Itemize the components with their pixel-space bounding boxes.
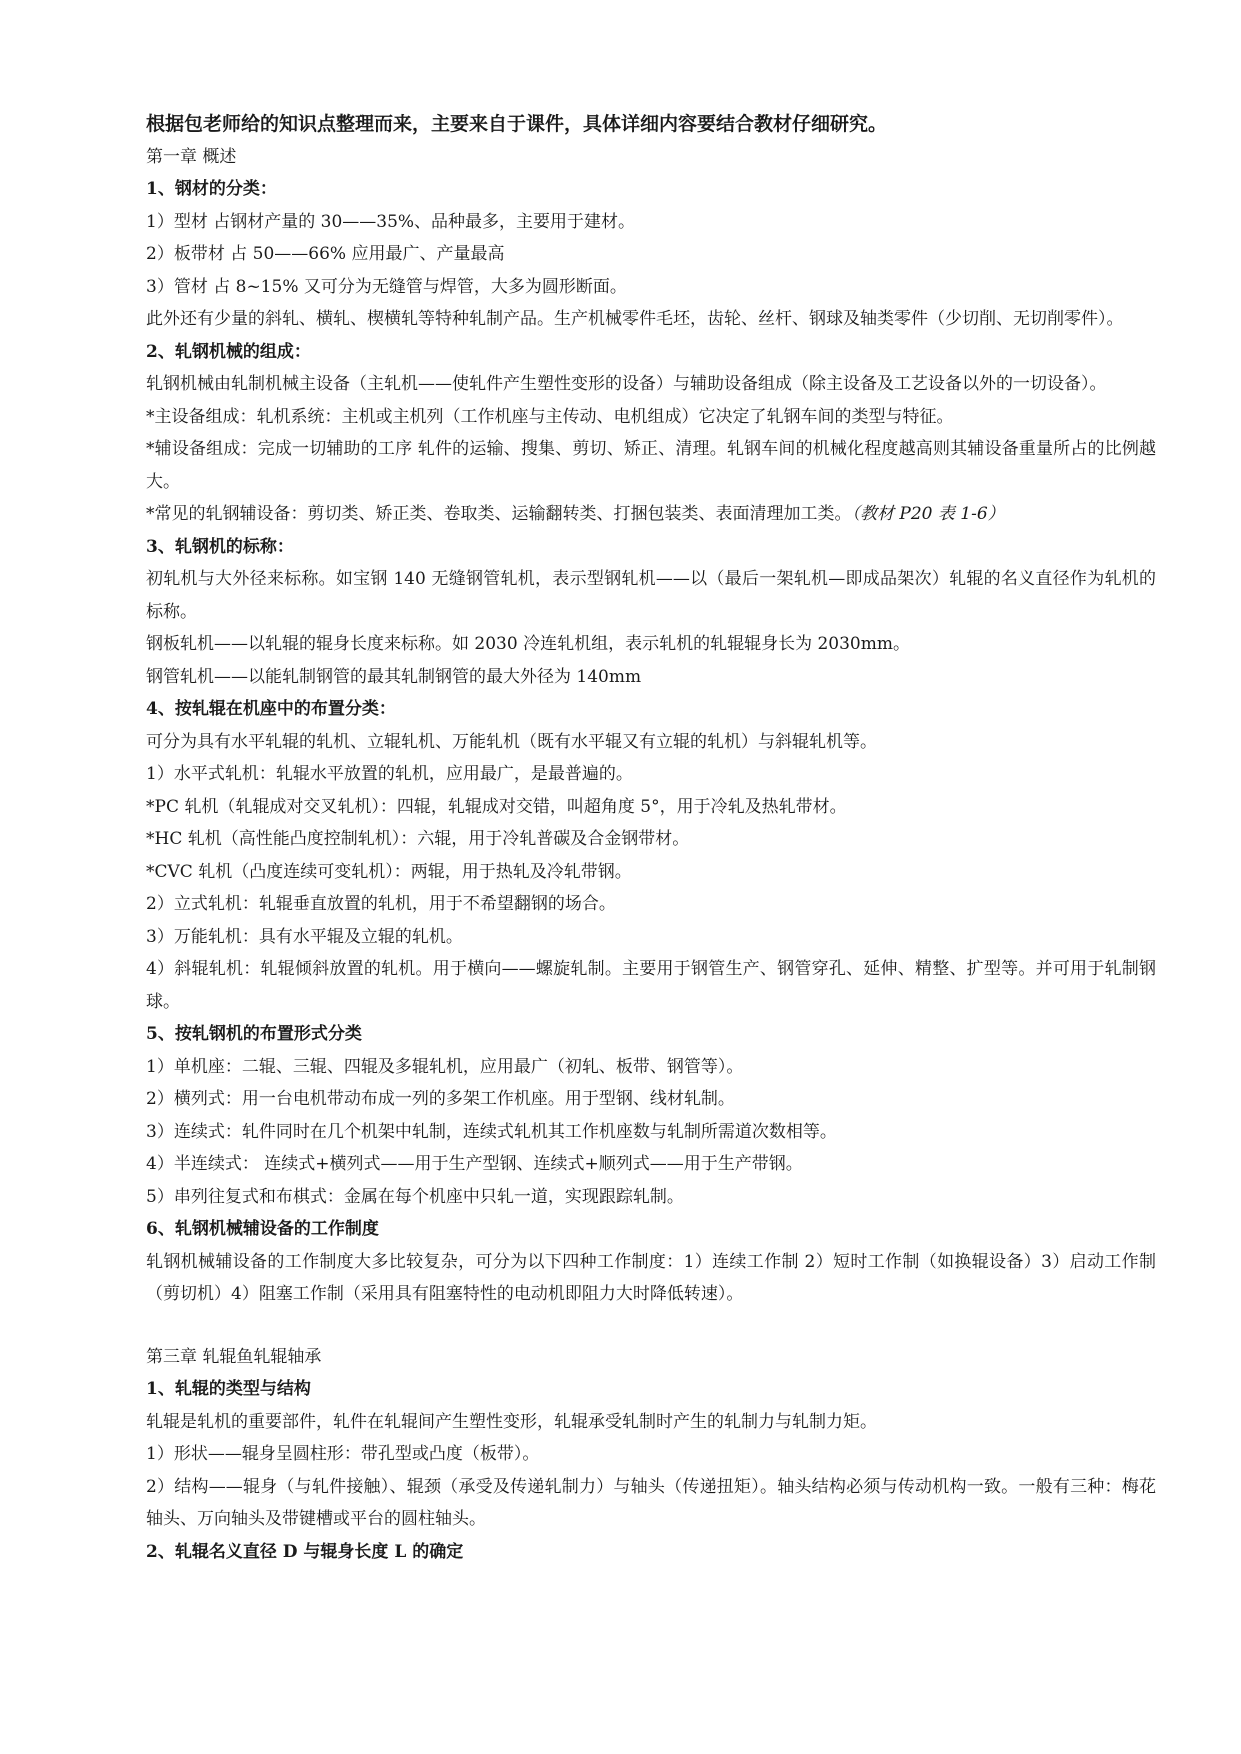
- paragraph: 1）单机座：二辊、三辊、四辊及多辊轧机，应用最广（初轧、板带、钢管等）。: [146, 1056, 744, 1077]
- spacer: [146, 1311, 1156, 1341]
- paragraph: 1）水平式轧机：轧辊水平放置的轧机，应用最广，是最普遍的。: [146, 764, 633, 784]
- paragraph: 1）形状——辊身呈圆柱形：带孔型或凸度（板带）。: [146, 1444, 540, 1464]
- paragraph: 2）横列式：用一台电机带动布成一列的多架工作机座。用于型钢、线材轧制。: [146, 1089, 735, 1109]
- section-1-1-heading: 1、钢材的分类：: [146, 179, 277, 199]
- paragraph: 2）立式轧机：轧辊垂直放置的轧机，用于不希望翻钢的场合。: [146, 894, 616, 914]
- section-1-2-heading: 2、轧钢机械的组成：: [146, 341, 311, 362]
- paragraph: 1）型材 占钢材产量的 30——35%、品种最多，主要用于建材。: [146, 211, 636, 232]
- paragraph: *PC 轧机（轧辊成对交叉轧机）：四辊，轧辊成对交错，叫超角度 5°，用于冷轧及热轧带材。: [146, 796, 847, 817]
- paragraph: 可分为具有水平轧辊的轧机、立辊轧机、万能轧机（既有水平辊又有立辊的轧机）与斜辊轧机等。: [146, 731, 877, 752]
- chapter-1-title: 第一章 概述: [146, 146, 237, 167]
- paragraph-text: *常见的轧钢辅设备：剪切类、矫正类、卷取类、运输翻转类、打捆包装类、表面清理加工类。: [146, 504, 852, 524]
- paragraph: 3）万能轧机：具有水平辊及立辊的轧机。: [146, 926, 463, 947]
- textbook-reference: （教材 P20 表 1-6）: [851, 504, 1005, 524]
- paragraph: 3）管材 占 8~15% 又可分为无缝管与焊管，大多为圆形断面。: [146, 276, 627, 297]
- paragraph: *HC 轧机（高性能凸度控制轧机）：六辊，用于冷轧普碳及合金钢带材。: [146, 829, 690, 849]
- paragraph: *CVC 轧机（凸度连续可变轧机）：两辊，用于热轧及冷轧带钢。: [146, 861, 632, 882]
- section-3-1-heading: 1、轧辊的类型与结构: [146, 1379, 311, 1399]
- section-1-5-heading: 5、按轧钢机的布置形式分类: [146, 1024, 362, 1044]
- section-1-3-heading: 3、轧钢机的标称：: [146, 536, 294, 557]
- paragraph: 轧钢机械辅设备的工作制度大多比较复杂，可分为以下四种工作制度：1）连续工作制 2）短时工作制（如换辊设备）3）启动工作制（剪切机）4）阻塞工作制（采用具有阻塞特性的电动机即阻力大时降低转速）。: [146, 1251, 1156, 1304]
- paragraph: 2）结构——辊身（与轧件接触）、辊颈（承受及传递轧制力）与轴头（传递扭矩）。轴头结构必须与传动机构一致。一般有三种：梅花轴头、万向轴头及带键槽或平台的圆柱轴头。: [146, 1476, 1156, 1529]
- paragraph: [146, 498, 1156, 531]
- paragraph: 钢管轧机——以能轧制钢管的最其轧制钢管的最大外径为 140mm: [146, 666, 642, 687]
- paragraph: 5）串列往复式和布棋式：金属在每个机座中只轧一道，实现跟踪轧制。: [146, 1186, 684, 1207]
- section-3-2-heading: 2、轧辊名义直径 D 与辊身长度 L 的确定: [146, 1541, 464, 1562]
- chapter-3-title: 第三章 轧辊鱼轧辊轴承: [146, 1346, 322, 1367]
- paragraph: 4）半连续式： 连续式+横列式——用于生产型钢、连续式+顺列式——用于生产带钢。: [146, 1154, 803, 1174]
- intro-note: 根据包老师给的知识点整理而来，主要来自于课件，具体详细内容要结合教材仔细研究。: [146, 113, 888, 135]
- paragraph: 此外还有少量的斜轧、横轧、楔横轧等特种轧制产品。生产机械零件毛坯，齿轮、丝杆、钢球及轴类零件（少切削、无切削零件）。: [146, 309, 1124, 329]
- paragraph: 初轧机与大外径来标称。如宝钢 140 无缝钢管轧机，表示型钢轧机——以（最后一架轧机—即成品架次）轧辊的名义直径作为轧机的标称。: [146, 569, 1156, 622]
- document-page: [146, 108, 1156, 1568]
- section-1-6-heading: 6、轧钢机械辅设备的工作制度: [146, 1219, 379, 1239]
- paragraph: 轧辊是轧机的重要部件，轧件在轧辊间产生塑性变形，轧辊承受轧制时产生的轧制力与轧制力矩。: [146, 1411, 877, 1432]
- paragraph: 钢板轧机——以轧辊的辊身长度来标称。如 2030 冷连轧机组，表示轧机的轧辊辊身长为 2030mm。: [146, 634, 910, 654]
- paragraph: 2）板带材 占 50——66% 应用最广、产量最高: [146, 244, 505, 264]
- paragraph: *主设备组成：轧机系统：主机或主机列（工作机座与主传动、电机组成）它决定了轧钢车间的类型与特征。: [146, 406, 954, 427]
- paragraph: 轧钢机械由轧制机械主设备（主轧机——使轧件产生塑性变形的设备）与辅助设备组成（除主设备及工艺设备以外的一切设备）。: [146, 374, 1107, 394]
- paragraph: *辅设备组成：完成一切辅助的工序 轧件的运输、搜集、剪切、矫正、清理。轧钢车间的机械化程度越高则其辅设备重量所占的比例越大。: [146, 439, 1156, 492]
- paragraph: 3）连续式：轧件同时在几个机架中轧制，连续式轧机其工作机座数与轧制所需道次数相等。: [146, 1121, 837, 1142]
- section-1-4-heading: 4、按轧辊在机座中的布置分类：: [146, 699, 396, 719]
- paragraph: 4）斜辊轧机：轧辊倾斜放置的轧机。用于横向——螺旋轧制。主要用于钢管生产、钢管穿孔、延伸、精整、扩型等。并可用于轧制钢球。: [146, 959, 1156, 1012]
